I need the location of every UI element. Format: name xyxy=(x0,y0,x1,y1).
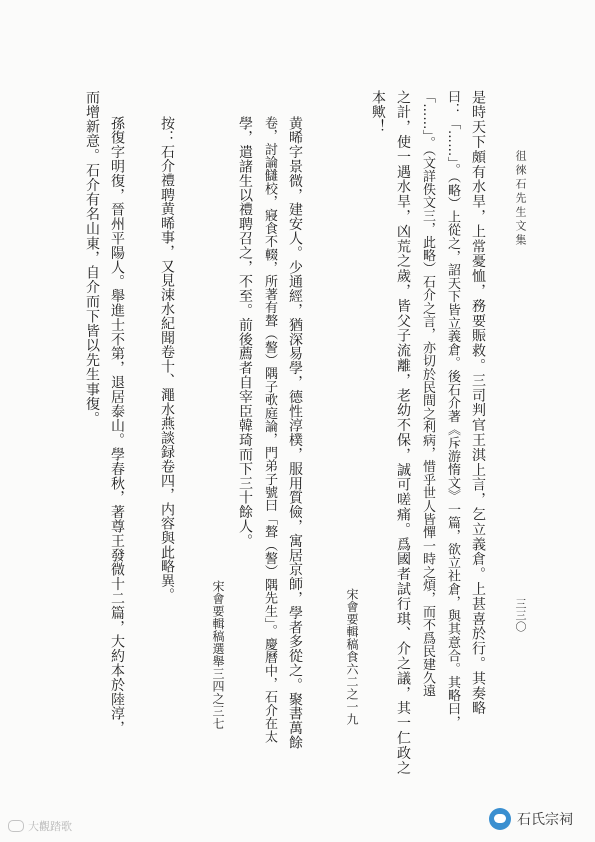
watermark-left xyxy=(8,818,72,834)
source-citation: 宋會要輯稿食六二之一九 xyxy=(345,588,359,726)
text-line: 「……」。（文詳佚文三，此略）石介之言，亦切於民間之利病，惜乎世人皆憚一時之煩，而不爲民建久遠 xyxy=(420,90,435,698)
text-line: 曰：「……」。（略）上從之，詔天下皆立義倉。後石介著《斥游惰文》一篇，欲立社倉，與其意合。其略曰， xyxy=(445,90,460,729)
text-line: 黄晞字景微，建安人。少通經，猶深易學，德性淳樸，服用質儉，寓居京師，學者多從之。聚書萬餘 xyxy=(287,116,303,750)
text-line: 卷，討論讎校，寢食不輟，所著有聱（謷）隅子㰤庭論，門弟子號曰「聱（謷）隅先生」。慶曆中，石介在太 xyxy=(262,116,277,744)
text-line: 是時天下頗有水旱，上常憂恤，務要賑救。三司判官王淇上言，乞立義倉。上甚喜於行。其奏略 xyxy=(470,90,486,716)
text-line: 之計，使一遇水旱，凶荒之歲，皆父子流離，老幼不保，誠可嗟痛。爲國者試行琪、介之議，其一仁政之 xyxy=(395,90,411,776)
page-number: 三三〇 xyxy=(514,598,527,633)
watermark-right xyxy=(489,808,573,830)
text-line: 本歟！ xyxy=(370,90,386,134)
source-citation: 宋會要輯稿選舉三四之三七 xyxy=(211,580,225,730)
text-line: 而增新意。石介有名山東，自介而下皆以先生事復。 xyxy=(84,90,100,426)
book-title: 徂徠石先生文集 xyxy=(514,150,527,248)
text-line: 學，遣諸生以禮聘召之，不至。前後薦者自宰臣韓琦而下三十餘人。 xyxy=(237,116,253,548)
annotation-line: 按：石介禮聘黄晞事，又見涑水紀聞卷十、澠水燕談録卷四，内容與此略異。 xyxy=(159,116,175,603)
watermark-left-text: 大觀踏歌 xyxy=(28,820,72,833)
chat-bubble-icon xyxy=(8,820,24,832)
watermark-right-text: 石氏宗祠 xyxy=(517,812,573,828)
text-line: 孫復字明復，晉州平陽人。舉進士不第，退居泰山。學春秋，著尊王發微十二篇，大約本於陸淳， xyxy=(109,116,125,736)
wechat-icon xyxy=(489,808,511,830)
